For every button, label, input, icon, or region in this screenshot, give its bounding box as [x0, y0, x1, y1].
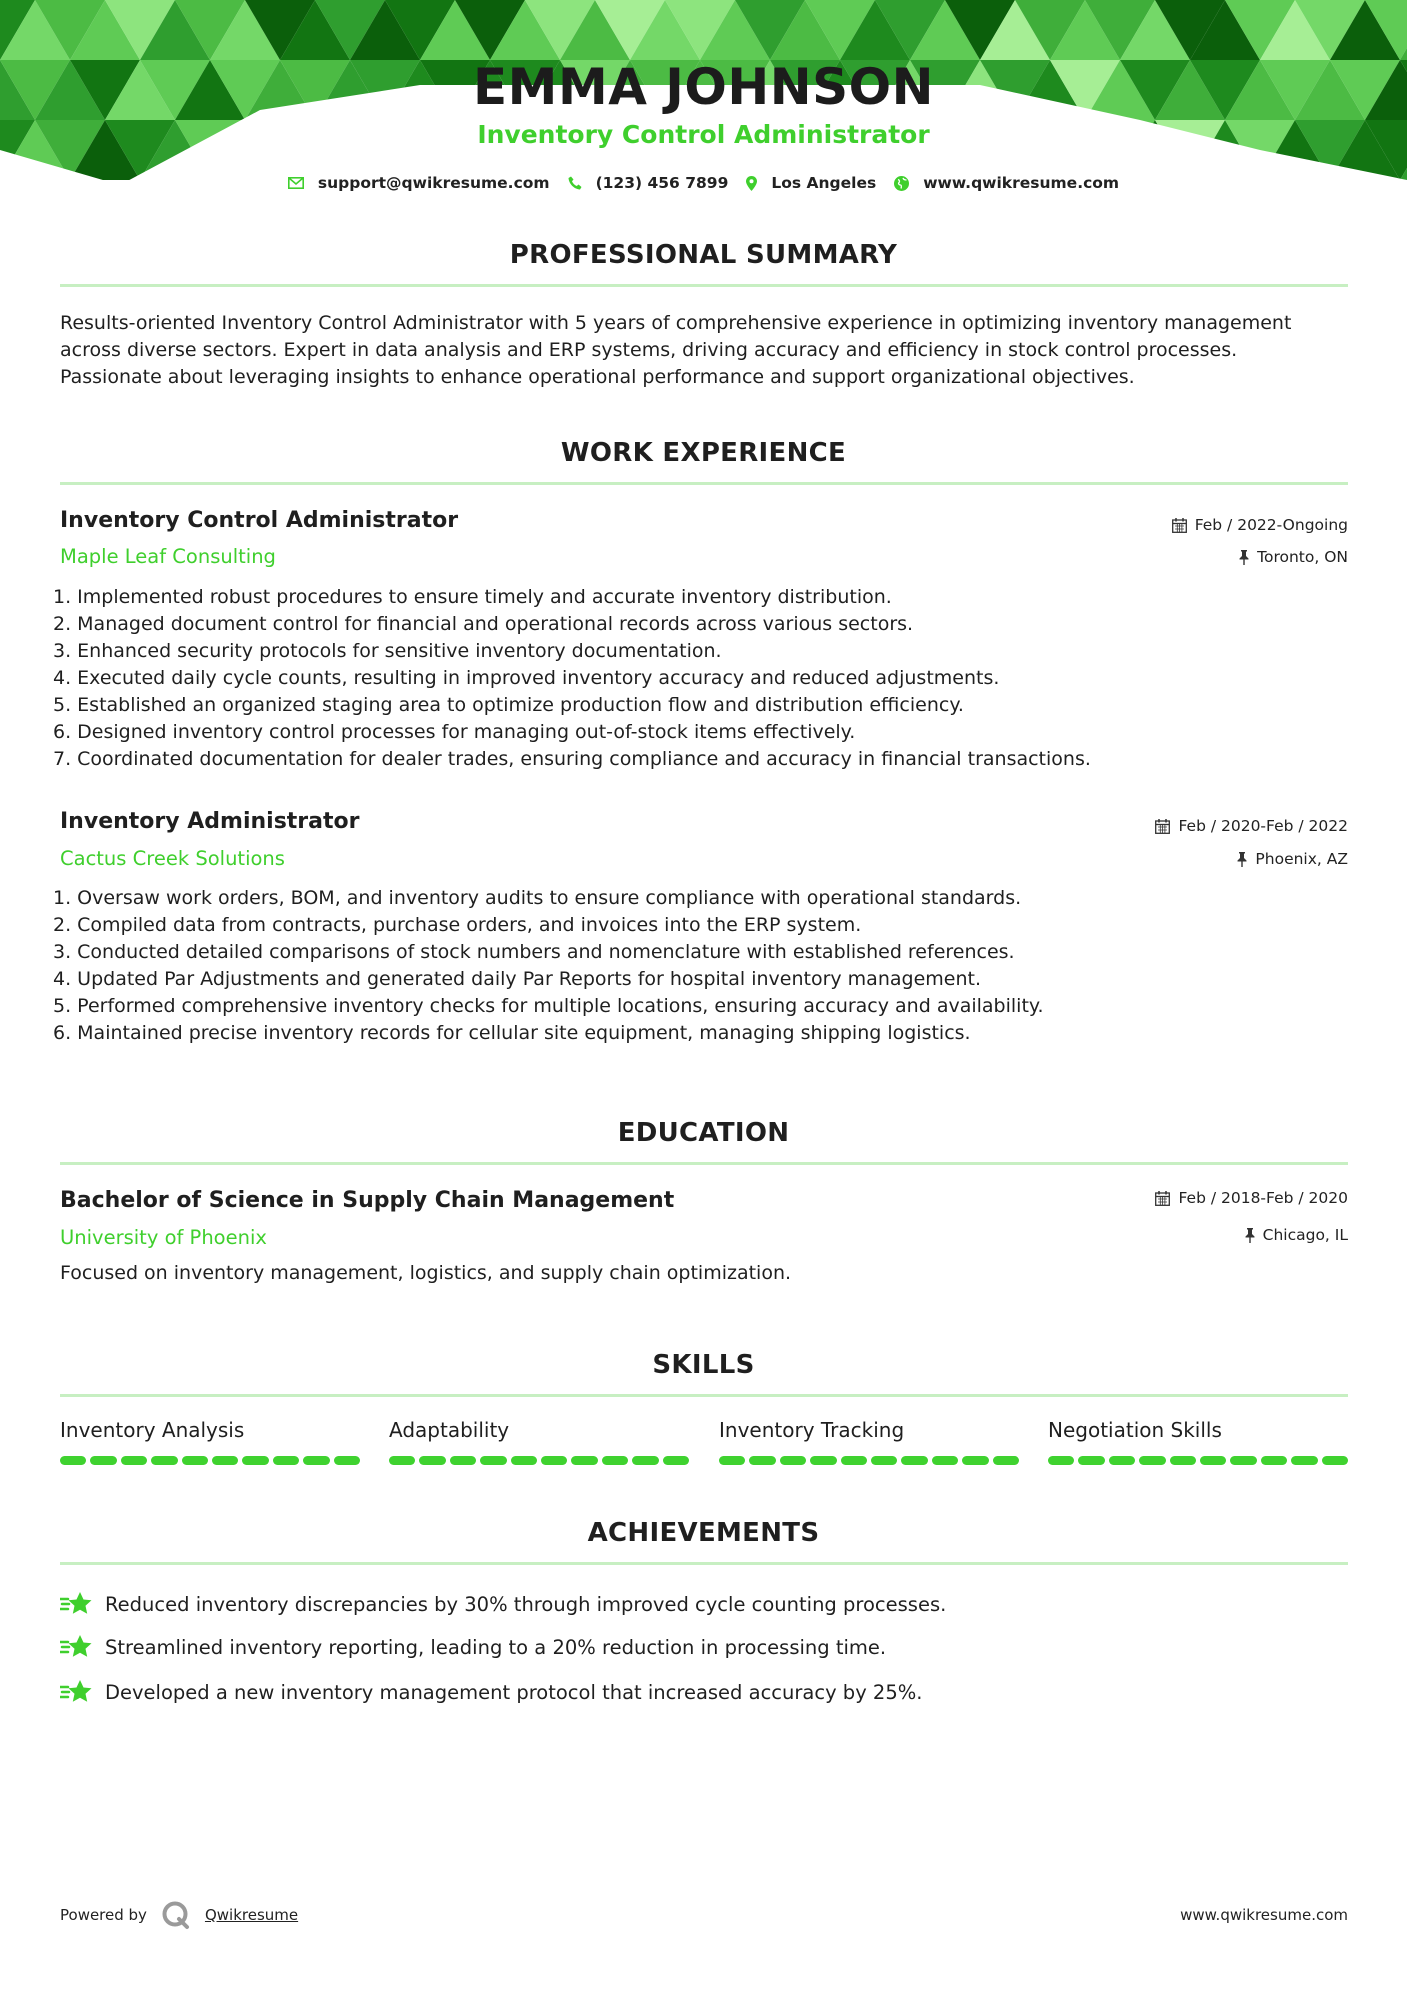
skill-level-segment: [1291, 1456, 1317, 1465]
summary-line: Results-oriented Inventory Control Administrator with 5 years of comprehensive experience in optimizing inventory management: [60, 312, 1292, 334]
skill-level-segment: [389, 1456, 415, 1465]
skill-level-segment: [303, 1456, 329, 1465]
skill-level-segment: [1078, 1456, 1104, 1465]
list-item: 1. Oversaw work orders, BOM, and inventory audits to ensure compliance with operational standards.: [53, 887, 1022, 909]
skill-level-segment: [541, 1456, 567, 1465]
skill-level-segment: [60, 1456, 86, 1465]
skill-level-segment: [121, 1456, 147, 1465]
skill-name: Negotiation Skills: [1048, 1418, 1222, 1442]
section-divider: [60, 1562, 1348, 1565]
achievement-text: Developed a new inventory management protocol that increased accuracy by 25%.: [105, 1680, 923, 1704]
achievement-item: [60, 1678, 922, 1706]
skill-name: Inventory Tracking: [719, 1418, 905, 1442]
skill-level-bar: [1048, 1456, 1348, 1465]
education-school: University of Phoenix: [60, 1226, 267, 1249]
skill-level-segment: [962, 1456, 988, 1465]
skill-level-segment: [1139, 1456, 1165, 1465]
skill-item: [719, 1418, 1019, 1465]
contact-email[interactable]: [288, 174, 550, 192]
list-item: 1. Implemented robust procedures to ensure timely and accurate inventory distribution.: [53, 586, 892, 608]
star-achievement-icon: [60, 1633, 93, 1661]
calendar-icon: [1155, 1191, 1170, 1206]
skill-level-segment: [1322, 1456, 1348, 1465]
skill-level-bar: [389, 1456, 689, 1465]
achievement-item: [60, 1633, 886, 1661]
pushpin-icon: [1245, 1228, 1255, 1243]
footer-website[interactable]: www.qwikresume.com: [1180, 1906, 1348, 1924]
skill-level-segment: [719, 1456, 745, 1465]
skill-level-segment: [571, 1456, 597, 1465]
skill-level-segment: [1170, 1456, 1196, 1465]
job-dates-text: Feb / 2022-Ongoing: [1194, 516, 1348, 534]
skill-level-segment: [780, 1456, 806, 1465]
pushpin-icon: [1239, 550, 1249, 565]
job-title: Inventory Control Administrator: [60, 508, 459, 533]
skill-level-segment: [810, 1456, 836, 1465]
star-achievement-icon: [60, 1678, 93, 1706]
location-text: Los Angeles: [771, 174, 877, 192]
skill-level-segment: [841, 1456, 867, 1465]
section-title-experience: WORK EXPERIENCE: [560, 438, 847, 468]
achievement-text: Streamlined inventory reporting, leading to a 20% reduction in processing time.: [105, 1635, 887, 1659]
phone-icon: [568, 176, 582, 190]
job-dates-text: Feb / 2020-Feb / 2022: [1178, 817, 1348, 835]
phone-text: (123) 456 7899: [595, 174, 729, 192]
summary-text: [60, 310, 1350, 391]
section-title-achievements: ACHIEVEMENTS: [587, 1518, 820, 1548]
achievement-item: [60, 1590, 946, 1618]
list-item: 6. Maintained precise inventory records for cellular site equipment, managing shipping logistics.: [53, 1022, 971, 1044]
skill-level-segment: [450, 1456, 476, 1465]
pushpin-icon: [1237, 852, 1247, 867]
skill-level-segment: [273, 1456, 299, 1465]
list-item: 4. Updated Par Adjustments and generated daily Par Reports for hospital inventory management.: [53, 968, 981, 990]
skill-level-bar: [719, 1456, 1019, 1465]
education-dates-text: Feb / 2018-Feb / 2020: [1178, 1189, 1348, 1207]
skill-level-segment: [334, 1456, 360, 1465]
skill-item: [389, 1418, 689, 1465]
calendar-icon: [1172, 518, 1187, 533]
list-item: 3. Conducted detailed comparisons of stock numbers and nomenclature with established references.: [53, 941, 1015, 963]
achievement-text: Reduced inventory discrepancies by 30% through improved cycle counting processes.: [105, 1592, 947, 1616]
skill-level-segment: [1230, 1456, 1256, 1465]
job-bullets: [53, 885, 1353, 1047]
skill-level-segment: [871, 1456, 897, 1465]
email-text: support@qwikresume.com: [317, 174, 550, 192]
job-location: [1237, 850, 1348, 868]
section-divider: [60, 482, 1348, 485]
skill-level-segment: [932, 1456, 958, 1465]
skill-level-segment: [1200, 1456, 1226, 1465]
job-location: [1239, 548, 1348, 566]
skill-level-segment: [749, 1456, 775, 1465]
footer-powered-by: [60, 1900, 298, 1930]
education-dates: [1155, 1189, 1348, 1207]
job-dates: [1172, 516, 1348, 534]
education-description: Focused on inventory management, logistics, and supply chain optimization.: [60, 1262, 792, 1284]
skill-level-bar: [60, 1456, 360, 1465]
contact-website[interactable]: [894, 174, 1119, 192]
list-item: 7. Coordinated documentation for dealer trades, ensuring compliance and accuracy in financial transactions.: [53, 748, 1091, 770]
skill-level-segment: [1048, 1456, 1074, 1465]
section-divider: [60, 1394, 1348, 1397]
skill-item: [1048, 1418, 1348, 1465]
globe-icon: [894, 176, 909, 191]
skill-level-segment: [480, 1456, 506, 1465]
contact-row: [0, 174, 1407, 192]
education-degree: Bachelor of Science in Supply Chain Management: [60, 1188, 675, 1213]
job-location-text: Toronto, ON: [1257, 548, 1348, 566]
skill-level-segment: [632, 1456, 658, 1465]
skill-item: [60, 1418, 360, 1465]
envelope-icon: [288, 177, 304, 189]
job-dates: [1155, 817, 1348, 835]
skill-level-segment: [901, 1456, 927, 1465]
skill-level-segment: [663, 1456, 689, 1465]
job-title: Inventory Administrator: [60, 809, 360, 834]
calendar-icon: [1155, 819, 1170, 834]
section-divider: [60, 284, 1348, 287]
skill-level-segment: [90, 1456, 116, 1465]
list-item: 4. Executed daily cycle counts, resulting in improved inventory accuracy and reduced adjustments.: [53, 667, 1000, 689]
map-pin-icon: [746, 176, 757, 191]
job-company: Cactus Creek Solutions: [60, 847, 285, 870]
skill-level-segment: [993, 1456, 1019, 1465]
skill-level-segment: [419, 1456, 445, 1465]
skill-name: Adaptability: [389, 1418, 510, 1442]
contact-location: [746, 174, 876, 192]
list-item: 6. Designed inventory control processes for managing out-of-stock items effectively.: [53, 721, 856, 743]
footer-brand-link[interactable]: Qwikresume: [204, 1906, 299, 1924]
list-item: 2. Managed document control for financial and operational records across various sectors.: [53, 613, 914, 635]
skill-level-segment: [511, 1456, 537, 1465]
website-text: www.qwikresume.com: [923, 174, 1120, 192]
powered-by-label: Powered by: [60, 1906, 147, 1924]
job-bullets: [53, 584, 1353, 773]
section-title-summary: PROFESSIONAL SUMMARY: [509, 240, 898, 270]
list-item: 5. Performed comprehensive inventory checks for multiple locations, ensuring accuracy and availability.: [53, 995, 1044, 1017]
list-item: 5. Established an organized staging area to optimize production flow and distribution efficiency.: [53, 694, 964, 716]
education-location: [1245, 1226, 1348, 1244]
section-divider: [60, 1162, 1348, 1165]
job-location-text: Phoenix, AZ: [1255, 850, 1348, 868]
star-achievement-icon: [60, 1590, 93, 1618]
education-location-text: Chicago, IL: [1262, 1226, 1348, 1244]
contact-phone[interactable]: [568, 174, 729, 192]
skill-level-segment: [602, 1456, 628, 1465]
skill-level-segment: [212, 1456, 238, 1465]
candidate-name: EMMA JOHNSON: [473, 58, 934, 116]
skill-level-segment: [1261, 1456, 1287, 1465]
summary-line: across diverse sectors. Expert in data analysis and ERP systems, driving accuracy and efficiency in stock control processes.: [60, 339, 1238, 361]
candidate-title: Inventory Control Administrator: [477, 120, 930, 149]
qwikresume-logo-icon: [161, 1900, 191, 1930]
skill-name: Inventory Analysis: [60, 1418, 245, 1442]
list-item: 3. Enhanced security protocols for sensitive inventory documentation.: [53, 640, 722, 662]
skill-level-segment: [1109, 1456, 1135, 1465]
skill-level-segment: [151, 1456, 177, 1465]
list-item: 2. Compiled data from contracts, purchase orders, and invoices into the ERP system.: [53, 914, 862, 936]
skill-level-segment: [242, 1456, 268, 1465]
summary-line: Passionate about leveraging insights to enhance operational performance and support organizational objectives.: [60, 366, 1135, 388]
section-title-education: EDUCATION: [617, 1118, 790, 1148]
job-company: Maple Leaf Consulting: [60, 545, 276, 568]
section-title-skills: SKILLS: [652, 1350, 755, 1380]
skill-level-segment: [182, 1456, 208, 1465]
